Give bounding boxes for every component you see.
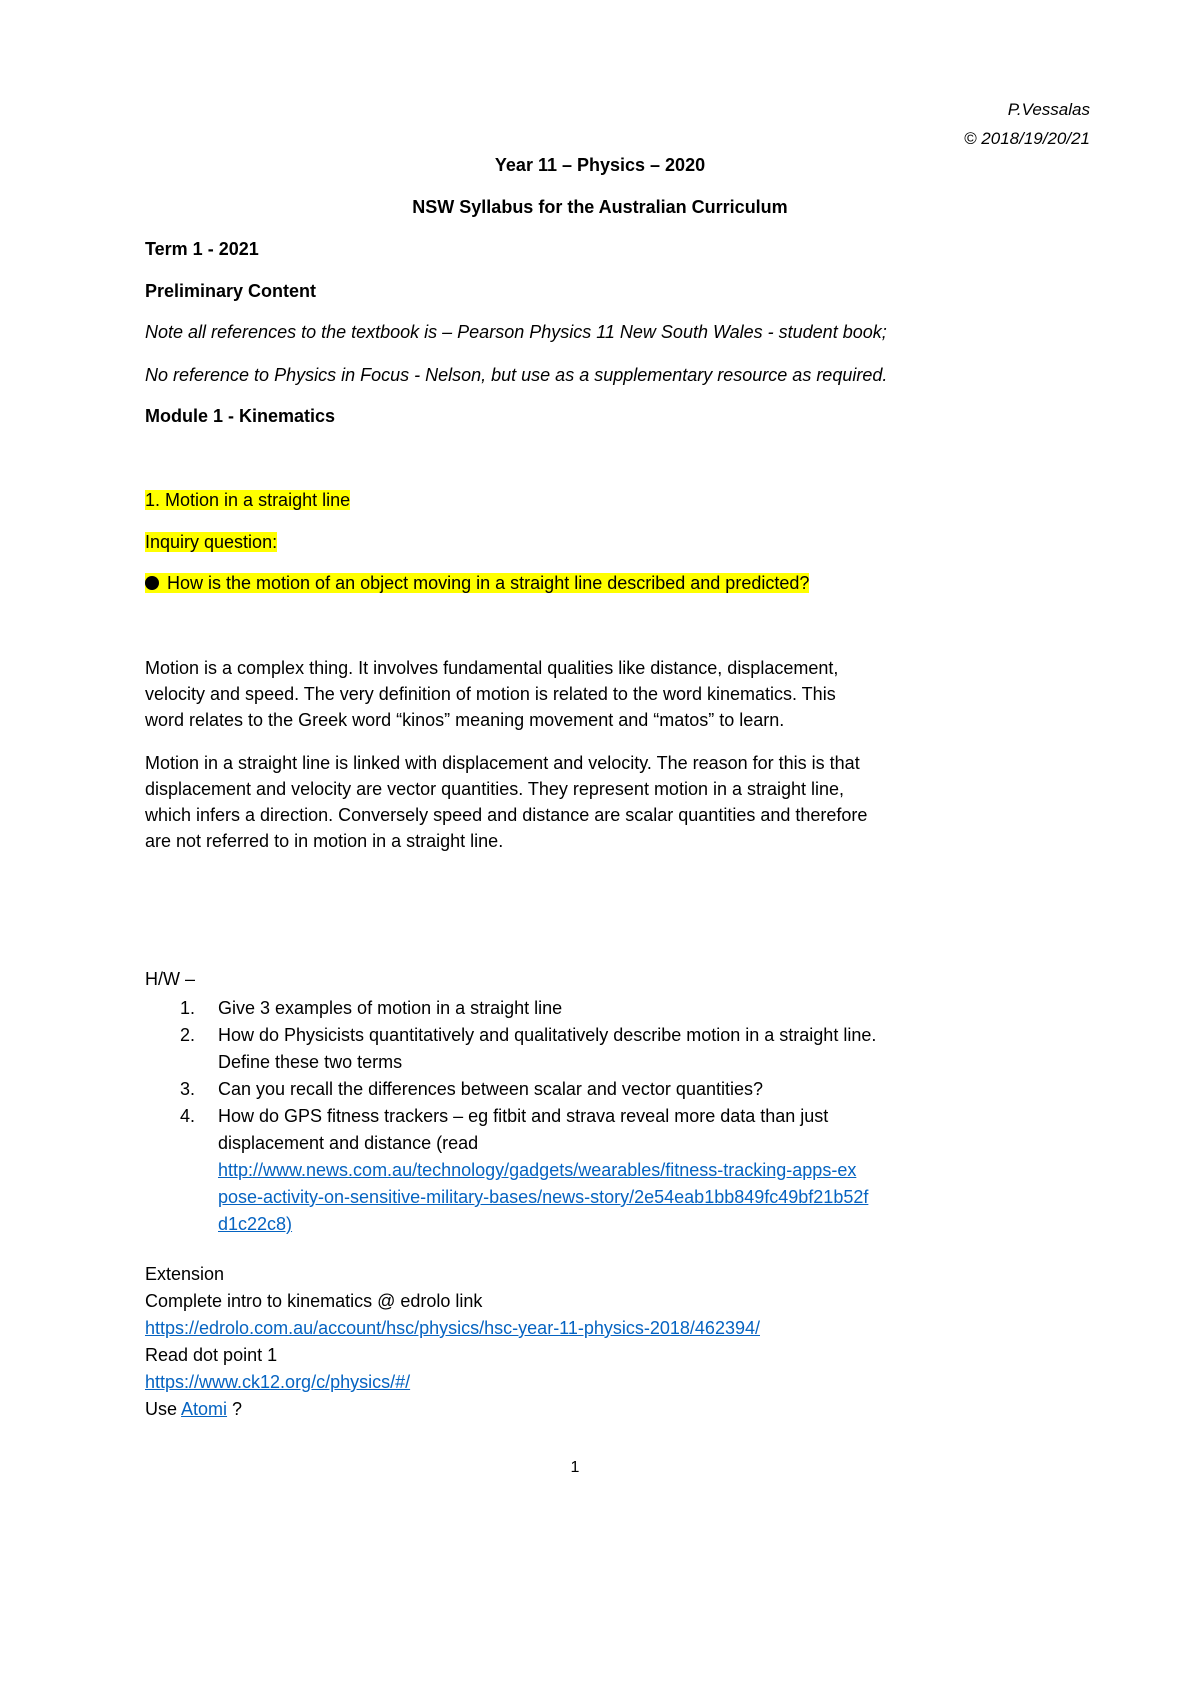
edrolo-link[interactable]: https://edrolo.com.au/account/hsc/physics/hsc-year-11-physics-2018/462394/ [145, 1318, 760, 1338]
extension-instruction: Complete intro to kinematics @ edrolo link [145, 1291, 483, 1311]
document-title: Year 11 – Physics – 2020 [494, 155, 706, 175]
author-name: P.Vessalas [1007, 100, 1090, 119]
inquiry-question [145, 570, 809, 596]
paragraph1-line: word relates to the Greek word “kinos” meaning movement and “matos” to learn. [145, 710, 785, 730]
module-heading: Module 1 - Kinematics [145, 406, 336, 426]
paragraph2-line: Motion in a straight line is linked with displacement and velocity. The reason for this is that [145, 753, 860, 773]
inquiry-question-text: How is the motion of an object moving in a straight line described and predicted? [167, 573, 810, 593]
textbook-note: Note all references to the textbook is – Pearson Physics 11 New South Wales - student book; [145, 322, 887, 342]
homework-item-text: Give 3 examples of motion in a straight line [218, 998, 563, 1018]
paragraph2-line: are not referred to in motion in a straight line. [145, 831, 504, 851]
page-number: 1 [570, 1459, 580, 1476]
paragraph2-line: which infers a direction. Conversely speed and distance are scalar quantities and therefore [145, 805, 868, 825]
inquiry-question-highlight [145, 573, 809, 593]
paragraph1-line: Motion is a complex thing. It involves fundamental qualities like distance, displacement, [145, 658, 839, 678]
inquiry-label-text: Inquiry question: [145, 532, 278, 552]
inquiry-label [145, 529, 277, 555]
use-prefix: Use [145, 1399, 182, 1419]
news-article-link[interactable]: pose-activity-on-sensitive-military-bases/news-story/2e54eab1bb849fc49bf21b52f [218, 1187, 869, 1207]
homework-item-number: 1. [179, 998, 195, 1018]
term-heading: Term 1 - 2021 [145, 239, 259, 259]
homework-item-number: 2. [179, 1025, 195, 1045]
document-subtitle: NSW Syllabus for the Australian Curriculum [412, 197, 788, 217]
paragraph2-line: displacement and velocity are vector quantities. They represent motion in a straight line, [145, 779, 845, 799]
extension-instruction: Read dot point 1 [145, 1345, 278, 1365]
homework-item-text: Can you recall the differences between scalar and vector quantities? [218, 1079, 763, 1099]
extension-label: Extension [145, 1264, 225, 1284]
news-article-link[interactable]: d1c22c8) [218, 1214, 293, 1234]
homework-item-number: 4. [179, 1106, 195, 1126]
homework-item-text: Define these two terms [218, 1052, 403, 1072]
paragraph1-line: velocity and speed. The very definition of motion is related to the word kinematics. This [145, 684, 836, 704]
homework-label: H/W – [145, 969, 196, 989]
news-article-link[interactable]: http://www.news.com.au/technology/gadgets/wearables/fitness-tracking-apps-ex [218, 1160, 857, 1180]
content-heading: Preliminary Content [145, 281, 317, 301]
use-suffix: ? [227, 1399, 243, 1419]
section-heading-text: 1. Motion in a straight line [145, 490, 351, 510]
ck12-link[interactable]: https://www.ck12.org/c/physics/#/ [145, 1372, 411, 1392]
homework-item-text: How do GPS fitness trackers – eg fitbit and strava reveal more data than just [218, 1106, 829, 1126]
bullet-icon [145, 576, 159, 590]
homework-item-text: How do Physicists quantitatively and qualitatively describe motion in a straight line. [218, 1025, 877, 1045]
homework-item-text: displacement and distance (read [218, 1133, 479, 1153]
use-atomi-line [145, 1396, 242, 1422]
atomi-link[interactable]: Atomi [181, 1399, 228, 1419]
homework-item-number: 3. [179, 1079, 195, 1099]
copyright-line: © 2018/19/20/21 [964, 129, 1090, 148]
supplementary-note: No reference to Physics in Focus - Nelson, but use as a supplementary resource as required. [145, 365, 888, 385]
section-heading [145, 487, 350, 513]
